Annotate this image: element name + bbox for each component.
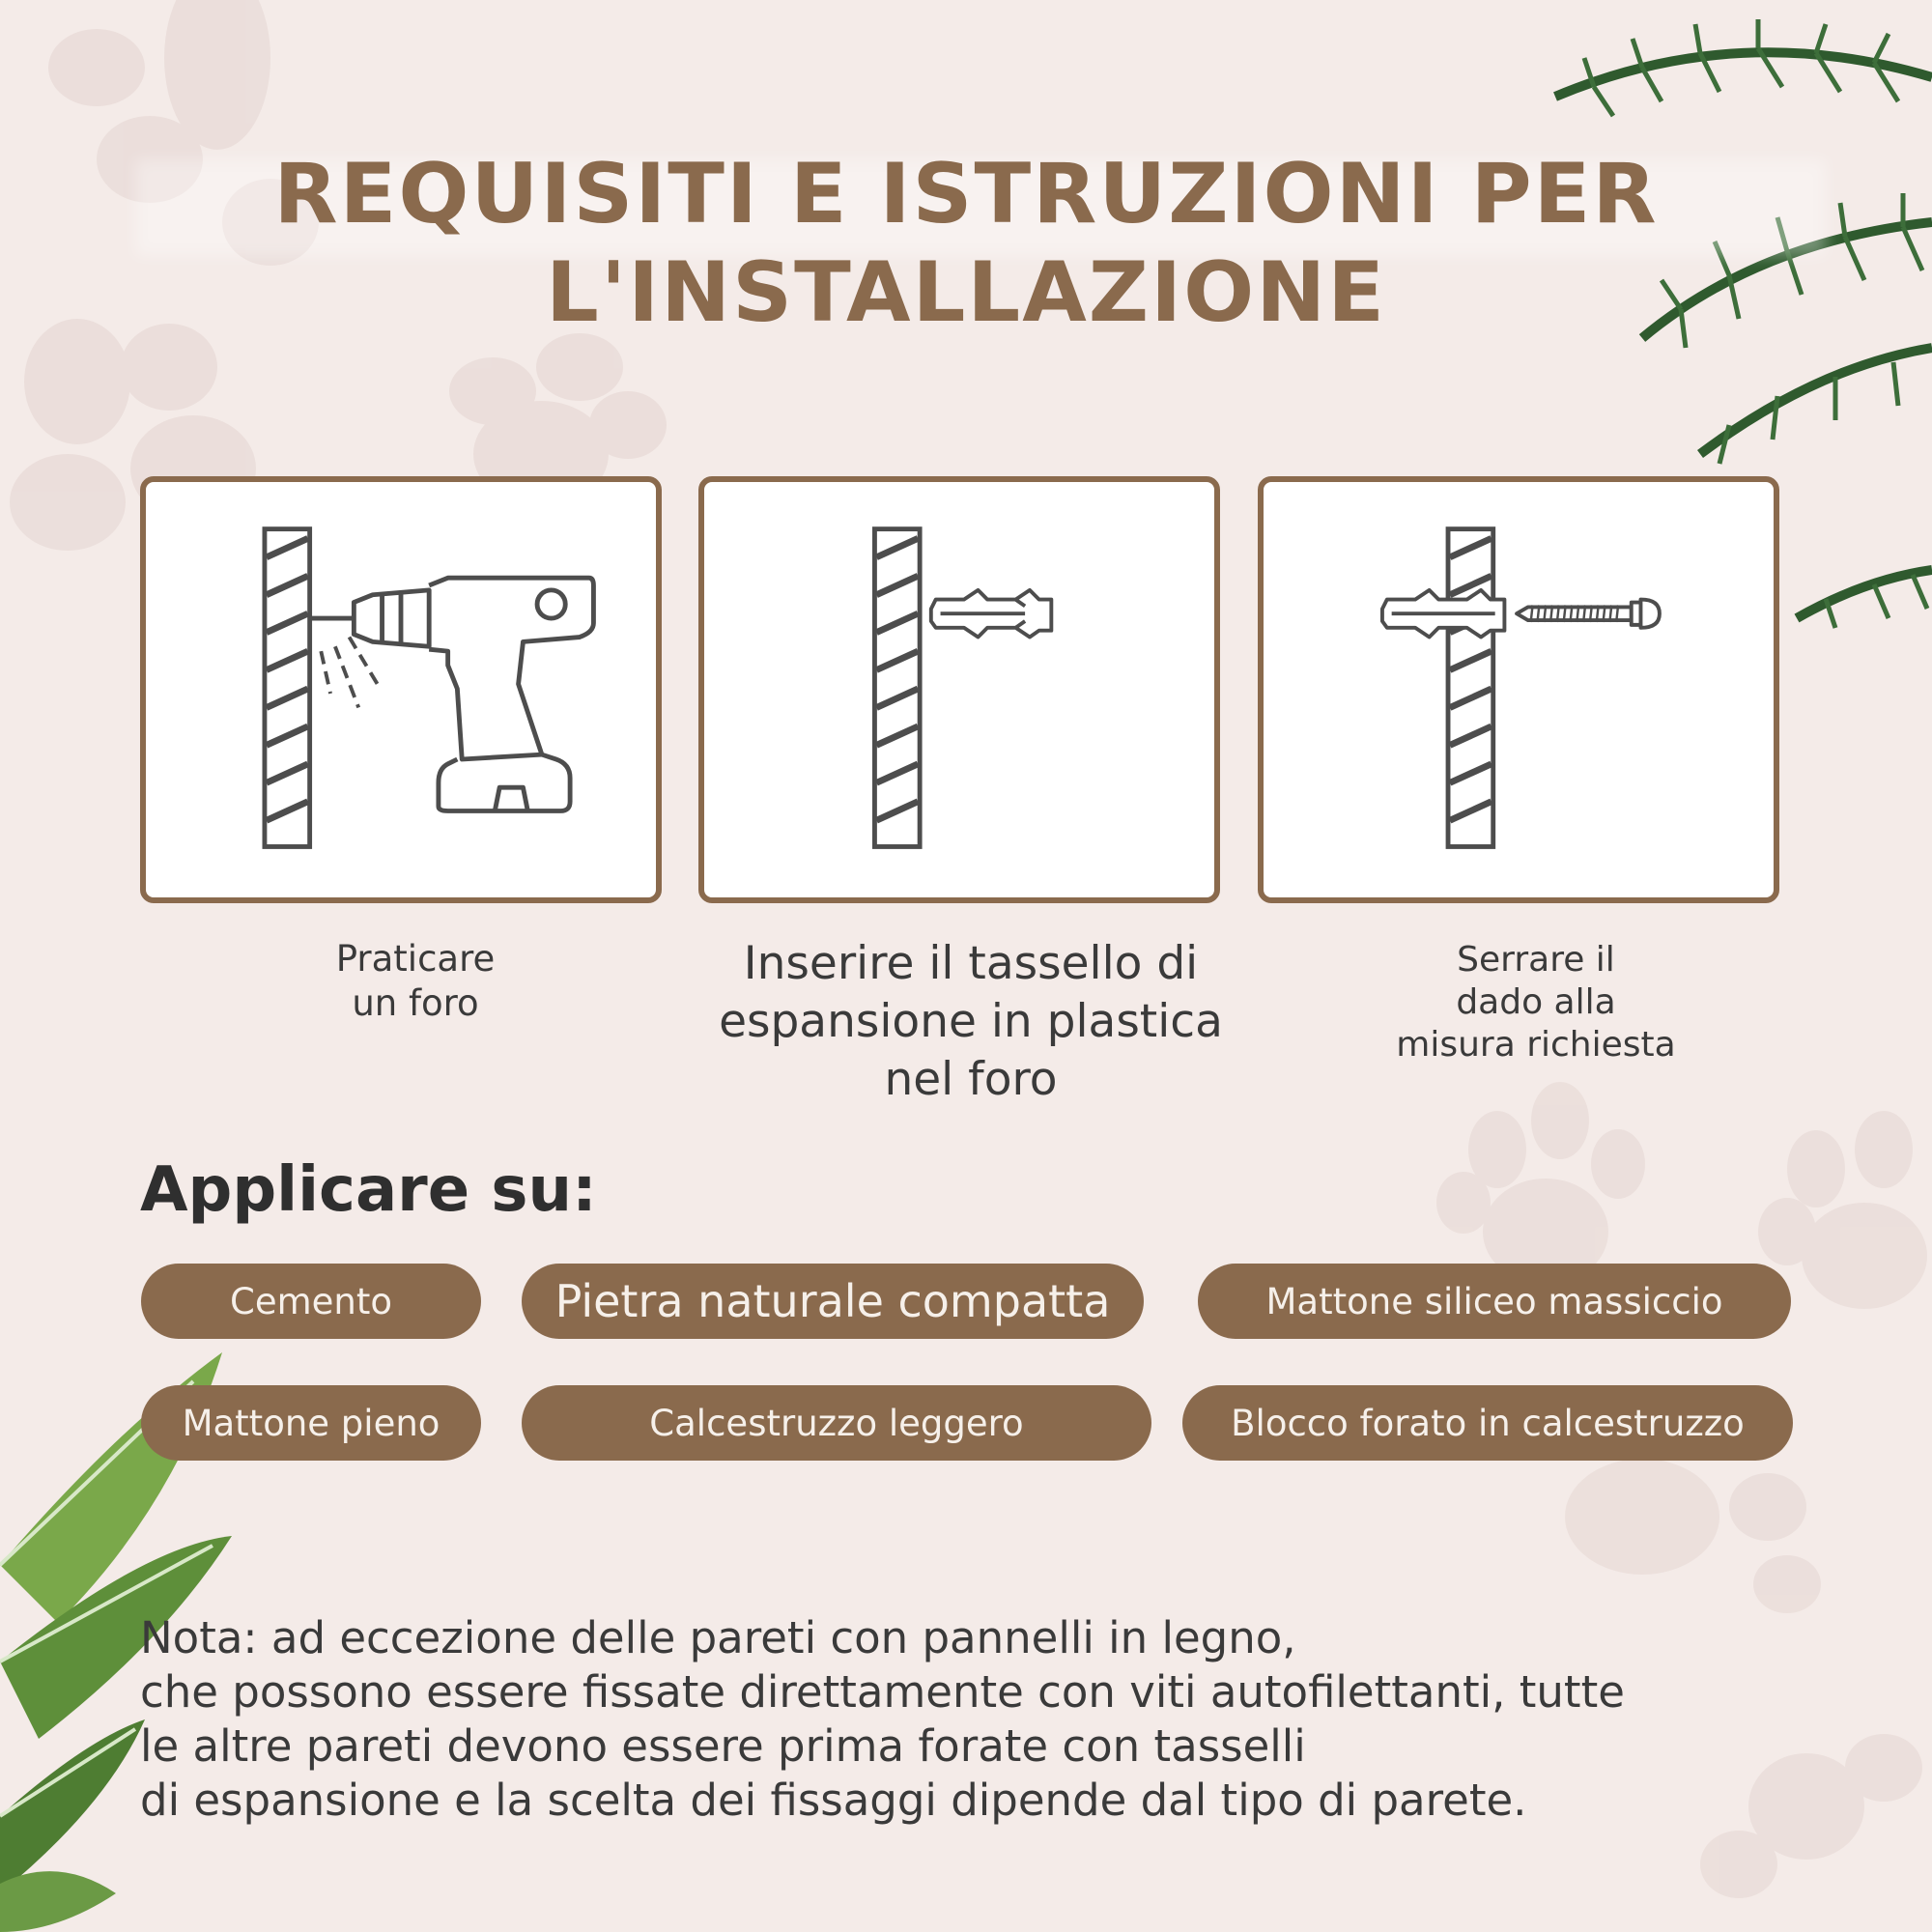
material-tag-pietra: Pietra naturale compatta bbox=[522, 1264, 1144, 1339]
step-card-wall-plug bbox=[698, 476, 1220, 903]
caption-line: misura richiesta bbox=[1396, 1025, 1676, 1065]
material-tag-calcestruzzo: Calcestruzzo leggero bbox=[522, 1385, 1151, 1461]
screw-icon bbox=[1264, 482, 1774, 897]
page-title bbox=[0, 145, 1932, 342]
paw-print-icon bbox=[1436, 1082, 1645, 1285]
note-line: le altre pareti devono essere prima forate con tasselli bbox=[140, 1720, 1306, 1772]
material-tag-blocco-forato: Blocco forato in calcestruzzo bbox=[1182, 1385, 1793, 1461]
drill-icon bbox=[146, 482, 656, 897]
step-card-screw bbox=[1258, 476, 1779, 903]
note-line: che possono essere fissate direttamente con viti autofilettanti, tutte bbox=[140, 1666, 1625, 1718]
caption-line: Inserire il tassello di bbox=[743, 937, 1199, 990]
note-line: Nota: ad eccezione delle pareti con pannelli in legno, bbox=[140, 1612, 1296, 1663]
material-tag-mattone-pieno: Mattone pieno bbox=[141, 1385, 481, 1461]
caption-line: dado alla bbox=[1456, 982, 1616, 1022]
material-tag-cemento: Cemento bbox=[141, 1264, 481, 1339]
step-caption-screw bbox=[1343, 939, 1729, 1066]
step-caption-drill bbox=[237, 937, 594, 1026]
caption-line: Praticare bbox=[335, 938, 496, 980]
caption-line: un foro bbox=[352, 982, 479, 1024]
title-line-1: REQUISITI E ISTRUZIONI PER bbox=[273, 146, 1659, 242]
step-caption-wall-plug bbox=[676, 935, 1265, 1109]
wall-plug-icon bbox=[704, 482, 1214, 897]
apply-heading: Applicare su: bbox=[140, 1154, 597, 1226]
caption-line: nel foro bbox=[884, 1053, 1058, 1106]
caption-line: espansione in plastica bbox=[719, 995, 1223, 1048]
step-card-drill bbox=[140, 476, 662, 903]
caption-line: Serrare il bbox=[1457, 940, 1615, 980]
material-tag-mattone-siliceo: Mattone siliceo massiccio bbox=[1198, 1264, 1791, 1339]
title-line-2: L'INSTALLAZIONE bbox=[546, 244, 1386, 341]
installation-note bbox=[140, 1611, 1782, 1828]
note-line: di espansione e la scelta dei fissaggi dipende dal tipo di parete. bbox=[140, 1775, 1527, 1826]
